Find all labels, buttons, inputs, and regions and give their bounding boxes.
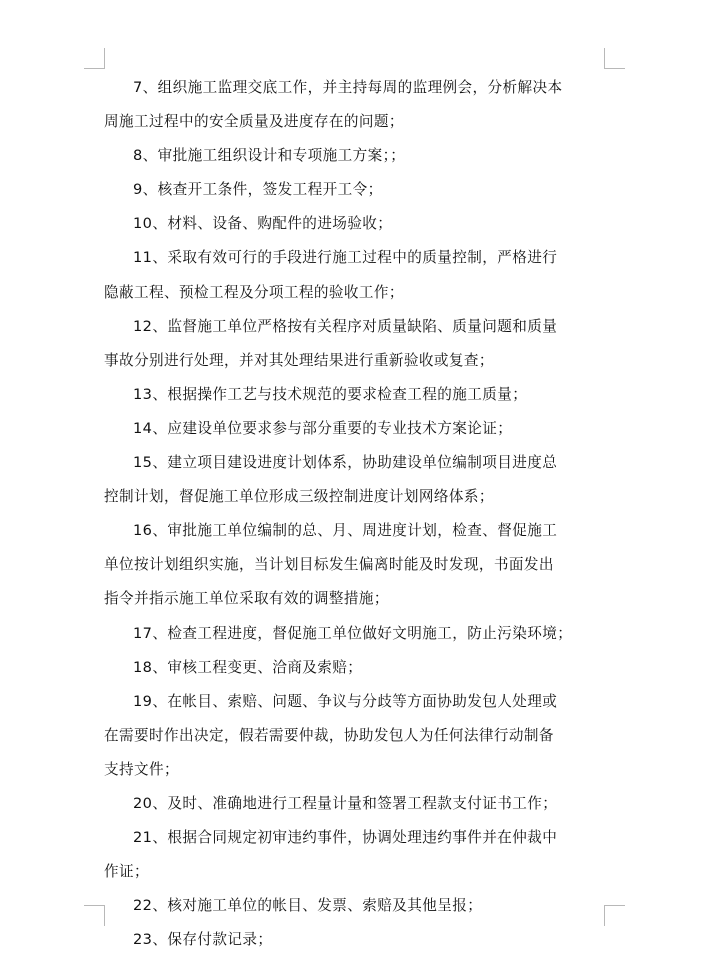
paragraph-item [104,651,604,685]
paragraph-line: 10、材料、设备、购配件的进场验收； [133,215,393,233]
crop-mark-top-right [604,48,625,69]
paragraph-line: 单位按计划组织实施，当计划目标发生偏离时能及时发现，书面发出 [104,556,554,574]
paragraph-line: 在需要时作出决定，假若需要仲裁，协助发包人为任何法律行动制备 [104,726,554,744]
paragraph-item [104,412,604,446]
paragraph-item [104,71,604,139]
paragraph-item [104,241,604,309]
paragraph-line: 21、根据合同规定初审违约事件，协调处理违约事件并在仲裁中 [133,829,558,847]
paragraph-line: 指令并指示施工单位采取有效的调整措施； [104,590,389,608]
crop-mark-bottom-right [604,905,625,926]
paragraph-item [104,378,604,412]
paragraph-line: 22、核对施工单位的帐目、发票、索赔及其他呈报； [133,897,483,915]
paragraph-line: 周施工过程中的安全质量及进度存在的问题； [104,113,404,131]
paragraph-line: 18、审核工程变更、洽商及索赔； [133,658,363,676]
paragraph-item [104,207,604,241]
paragraph-line: 14、应建设单位要求参与部分重要的专业技术方案论证； [133,419,513,437]
paragraph-line: 11、采取有效可行的手段进行施工过程中的质量控制，严格进行 [133,249,558,267]
paragraph-line: 作证； [104,863,149,881]
paragraph-line: 9、核查开工条件，签发工程开工令； [133,181,383,199]
paragraph-line: 事故分别进行处理，并对其处理结果进行重新验收或复查； [104,351,494,369]
paragraph-item [104,617,604,651]
paragraph-line: 7、组织施工监理交底工作，并主持每周的监理例会，分析解决本 [133,79,563,96]
paragraph-line: 19、在帐目、索赔、问题、争议与分歧等方面协助发包人处理或 [133,692,558,710]
paragraph-line: 隐蔽工程、预检工程及分项工程的验收工作； [104,283,404,301]
paragraph-item [104,923,604,957]
paragraph-item [104,310,604,378]
crop-mark-top-left [84,48,105,69]
paragraph-line: 8、审批施工组织设计和专项施工方案；； [133,147,406,165]
paragraph-line: 13、根据操作工艺与技术规范的要求检查工程的施工质量； [133,385,528,403]
paragraph-line: 17、检查工程进度，督促施工单位做好文明施工，防止污染环境； [133,624,573,642]
paragraph-line: 15、建立项目建设进度计划体系，协助建设单位编制项目进度总 [133,454,558,472]
paragraph-line: 控制计划，督促施工单位形成三级控制进度计划网络体系； [104,488,494,506]
paragraph-item [104,685,604,787]
paragraph-line: 20、及时、准确地进行工程量计量和签署工程款支付证书工作； [133,794,558,812]
crop-mark-bottom-left [84,905,105,926]
paragraph-item [104,173,604,207]
document-body[interactable] [104,71,604,957]
paragraph-item [104,446,604,514]
paragraph-item [104,787,604,821]
paragraph-line: 23、保存付款记录； [133,931,273,949]
paragraph-item [104,514,604,616]
paragraph-line: 支持文件； [104,760,179,778]
paragraph-line: 12、监督施工单位严格按有关程序对质量缺陷、质量问题和质量 [133,317,558,335]
paragraph-item [104,139,604,173]
paragraph-line: 16、审批施工单位编制的总、月、周进度计划，检查、督促施工 [133,522,558,540]
paragraph-item [104,889,604,923]
paragraph-item [104,821,604,889]
